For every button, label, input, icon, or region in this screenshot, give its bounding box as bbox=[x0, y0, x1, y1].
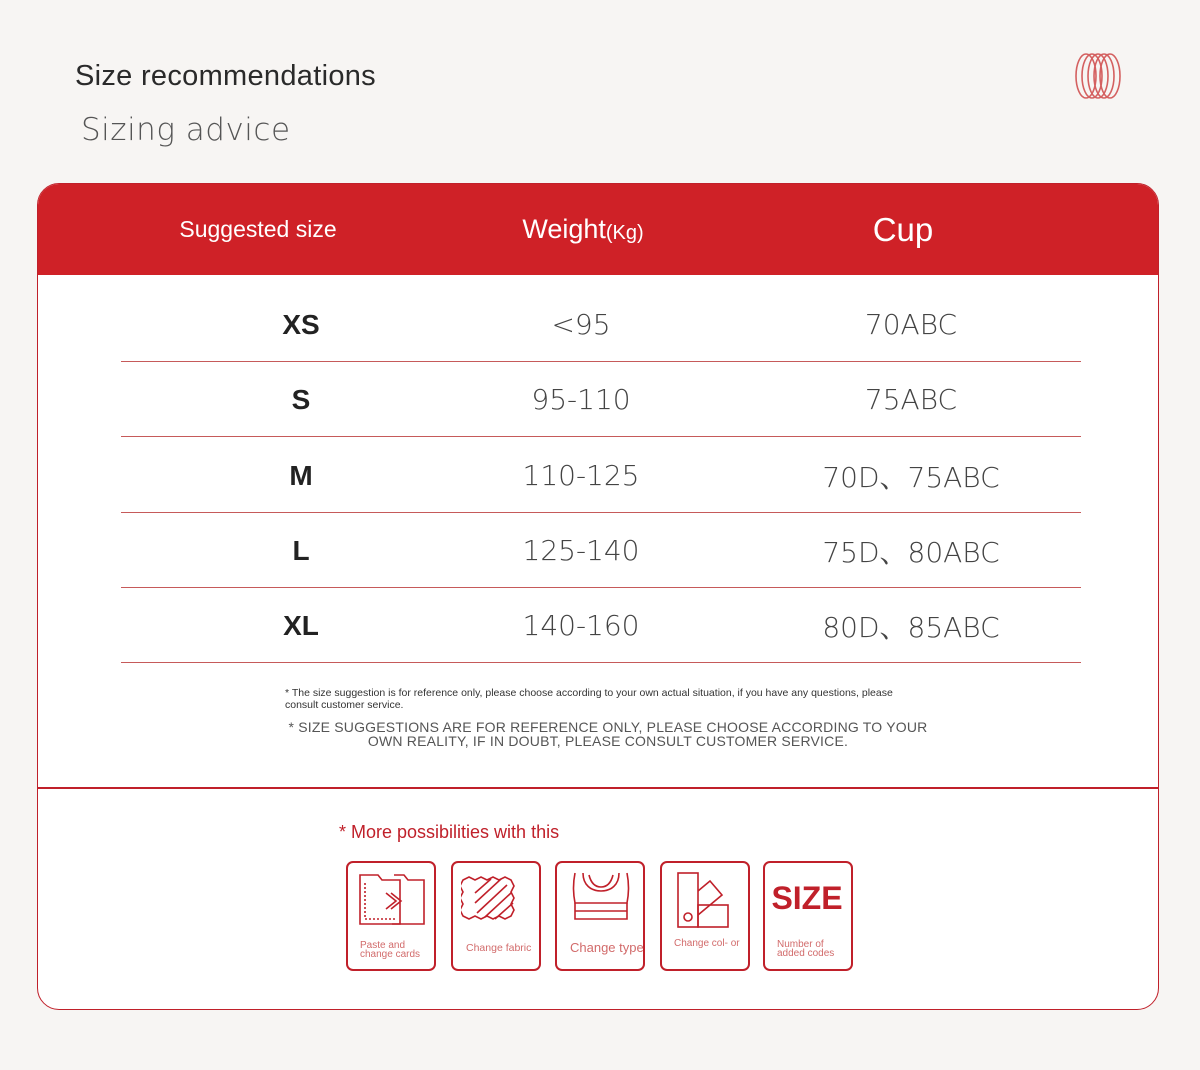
option-change-fabric[interactable] bbox=[451, 861, 541, 971]
option-paste-cards[interactable] bbox=[346, 861, 436, 971]
options-heading: * More possibilities with this bbox=[339, 822, 560, 842]
bra-icon bbox=[565, 869, 635, 933]
size-cell: L bbox=[292, 534, 310, 566]
header-weight bbox=[468, 184, 698, 275]
cup-cell: 70ABC bbox=[864, 308, 958, 341]
size-card bbox=[37, 183, 1159, 1010]
color-swatch-icon bbox=[670, 869, 740, 933]
option-label: Change type bbox=[570, 940, 644, 955]
option-change-color[interactable] bbox=[660, 861, 750, 971]
cup-cell: 75D、80ABC bbox=[822, 535, 1000, 569]
table-row bbox=[121, 362, 1081, 437]
table-header bbox=[38, 184, 1158, 275]
size-cell: XS bbox=[282, 308, 320, 340]
cup-cell: 80D、85ABC bbox=[822, 610, 1000, 644]
fabric-icon bbox=[461, 869, 531, 933]
size-cell: M bbox=[289, 459, 313, 491]
weight-cell: <95 bbox=[551, 308, 611, 341]
weight-cell: 110-125 bbox=[522, 459, 640, 492]
size-icon bbox=[769, 875, 845, 935]
header-cup: Cup bbox=[872, 210, 934, 248]
section-divider bbox=[38, 787, 1158, 789]
header-weight-unit: (Kg) bbox=[605, 222, 644, 244]
size-icon-text: SIZE bbox=[771, 880, 843, 916]
cup-cell: 75ABC bbox=[864, 383, 958, 416]
option-change-type[interactable] bbox=[555, 861, 645, 971]
table-row bbox=[121, 287, 1081, 362]
option-label: Change fabric bbox=[466, 942, 532, 954]
weight-cell: 140-160 bbox=[522, 609, 640, 642]
cup-cell: 70D、75ABC bbox=[822, 460, 1000, 494]
cards-icon bbox=[356, 869, 426, 931]
table-row bbox=[121, 588, 1081, 663]
note-caps: * SIZE SUGGESTIONS ARE FOR REFERENCE ONLY, PLEASE CHOOSE ACCORDING TO YOUR OWN REALITY, IF IN DOUBT, PLEASE CONSULT CUSTOMER SERVICE. bbox=[288, 719, 928, 749]
weight-cell: 95-110 bbox=[531, 383, 631, 416]
page-title: Size recommendations bbox=[75, 60, 376, 92]
option-label: Paste and change cards bbox=[360, 940, 421, 960]
table-row bbox=[121, 438, 1081, 513]
option-label: Number of added codes bbox=[777, 939, 835, 959]
table-row bbox=[121, 513, 1081, 588]
option-number-of-codes[interactable] bbox=[763, 861, 853, 971]
page-subtitle: Sizing advice bbox=[81, 112, 291, 148]
note-small: * The size suggestion is for reference only, please choose according to your own actual situation, if you have any questions, please consult customer service. bbox=[285, 687, 893, 711]
header-suggested-size: Suggested size bbox=[179, 216, 337, 242]
option-label: Change col- or bbox=[674, 938, 740, 949]
rings-logo-icon bbox=[1072, 50, 1124, 102]
weight-cell: 125-140 bbox=[522, 534, 640, 567]
size-cell: XL bbox=[283, 609, 319, 641]
size-cell: S bbox=[291, 383, 311, 415]
header-weight-label: Weight bbox=[522, 214, 606, 244]
